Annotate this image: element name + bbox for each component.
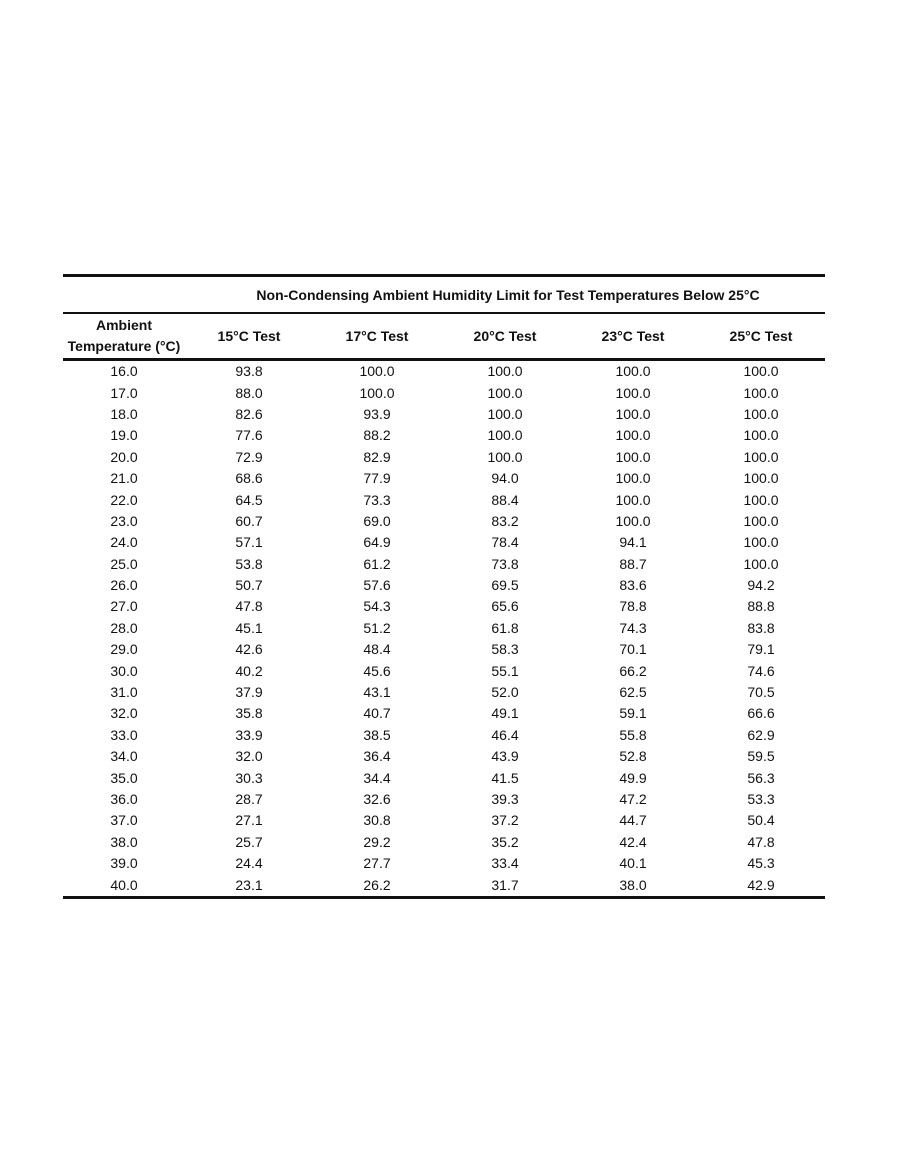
cell-17c-test: 36.4 [363, 748, 391, 765]
table-title: Non-Condensing Ambient Humidity Limit for Test Temperatures Below 25°C [185, 276, 825, 314]
cell-20c-test: 65.6 [491, 598, 519, 615]
cell-ambient-temperature: 34.0 [110, 748, 138, 765]
cell-25c-test: 94.2 [747, 577, 775, 594]
table-row [63, 447, 825, 468]
cell-20c-test: 37.2 [491, 812, 519, 829]
cell-17c-test: 77.9 [363, 470, 391, 487]
cell-17c-test: 32.6 [363, 791, 391, 807]
table-header-row [63, 313, 825, 360]
table-row [63, 404, 825, 425]
cell-ambient-temperature: 17.0 [110, 384, 138, 401]
header-25c-test: 25°C Test [697, 313, 825, 360]
cell-25c-test: 100.0 [743, 384, 779, 401]
cell-17c-test: 64.9 [363, 534, 391, 551]
table-row [63, 382, 825, 403]
table-row [63, 489, 825, 510]
table-row [63, 725, 825, 746]
cell-17c-test: 88.2 [363, 427, 391, 444]
table-row [63, 425, 825, 446]
cell-23c-test: 100.0 [615, 384, 651, 401]
cell-15c-test: 50.7 [235, 577, 263, 594]
cell-25c-test: 79.1 [747, 641, 775, 658]
cell-15c-test: 23.1 [185, 874, 313, 897]
cell-25c-test: 100.0 [743, 405, 779, 422]
header-ambient-line2: Temperature (°C) [67, 338, 181, 354]
cell-ambient-temperature: 20.0 [110, 448, 138, 465]
cell-15c-test: 42.6 [235, 641, 263, 658]
cell-ambient-temperature: 24.0 [110, 534, 138, 551]
cell-25c-test: 45.3 [747, 855, 775, 872]
cell-20c-test: 31.7 [441, 874, 569, 897]
cell-25c-test: 53.3 [747, 791, 775, 807]
cell-20c-test: 100.0 [487, 448, 523, 465]
cell-25c-test: 100.0 [743, 470, 779, 487]
cell-15c-test: 72.9 [235, 448, 263, 465]
cell-25c-test: 100.0 [743, 534, 779, 551]
cell-ambient-temperature: 18.0 [110, 405, 138, 422]
cell-23c-test: 59.1 [619, 705, 647, 722]
cell-15c-test: 77.6 [235, 427, 263, 444]
cell-20c-test: 73.8 [491, 555, 519, 572]
cell-23c-test: 70.1 [619, 641, 647, 658]
cell-15c-test: 25.7 [235, 833, 263, 850]
cell-15c-test: 57.1 [235, 534, 263, 551]
cell-ambient-temperature: 38.0 [110, 833, 138, 850]
cell-17c-test: 43.1 [363, 684, 391, 701]
cell-ambient-temperature: 25.0 [110, 555, 138, 572]
cell-17c-test: 100.0 [359, 384, 395, 401]
cell-20c-test: 55.1 [491, 662, 519, 679]
cell-23c-test: 52.8 [619, 748, 647, 765]
table-row [63, 874, 825, 897]
cell-17c-test: 29.2 [363, 833, 391, 850]
cell-23c-test: 74.3 [619, 619, 647, 636]
cell-20c-test: 100.0 [487, 384, 523, 401]
cell-23c-test: 42.4 [619, 833, 647, 850]
cell-ambient-temperature: 23.0 [110, 512, 138, 529]
cell-15c-test: 47.8 [235, 598, 263, 615]
header-ambient-line1: Ambient [96, 317, 152, 333]
table-row [63, 789, 825, 810]
cell-15c-test: 33.9 [235, 726, 263, 743]
cell-23c-test: 47.2 [619, 791, 647, 807]
cell-25c-test: 100.0 [743, 363, 779, 380]
cell-15c-test: 37.9 [235, 684, 263, 701]
table-row [63, 511, 825, 532]
cell-23c-test: 100.0 [615, 470, 651, 487]
table-row [63, 746, 825, 767]
cell-23c-test: 100.0 [615, 512, 651, 529]
cell-25c-test: 62.9 [747, 726, 775, 743]
table-row [63, 810, 825, 831]
table-body [63, 360, 825, 898]
cell-17c-test: 51.2 [363, 619, 391, 636]
table-row [63, 682, 825, 703]
table-row [63, 703, 825, 724]
humidity-limit-table [63, 274, 825, 899]
header-17c-test: 17°C Test [313, 313, 441, 360]
cell-15c-test: 53.8 [235, 555, 263, 572]
cell-25c-test: 66.6 [747, 705, 775, 722]
cell-25c-test: 50.4 [747, 812, 775, 829]
cell-25c-test: 83.8 [747, 619, 775, 636]
table-title-row [63, 276, 825, 314]
cell-20c-test: 78.4 [491, 534, 519, 551]
cell-ambient-temperature: 21.0 [110, 470, 138, 487]
cell-ambient-temperature: 28.0 [110, 619, 138, 636]
cell-25c-test: 47.8 [747, 833, 775, 850]
cell-20c-test: 94.0 [491, 470, 519, 487]
cell-ambient-temperature: 36.0 [110, 791, 138, 807]
cell-23c-test: 100.0 [615, 405, 651, 422]
cell-ambient-temperature: 19.0 [110, 427, 138, 444]
cell-25c-test: 100.0 [743, 427, 779, 444]
cell-23c-test: 100.0 [615, 363, 651, 380]
cell-17c-test: 45.6 [363, 662, 391, 679]
cell-15c-test: 45.1 [235, 619, 263, 636]
table-row [63, 660, 825, 681]
cell-17c-test: 57.6 [363, 577, 391, 594]
cell-20c-test: 88.4 [491, 491, 519, 508]
cell-23c-test: 100.0 [615, 491, 651, 508]
cell-ambient-temperature: 33.0 [110, 726, 138, 743]
cell-17c-test: 69.0 [363, 512, 391, 529]
cell-15c-test: 30.3 [235, 769, 263, 786]
cell-20c-test: 49.1 [491, 705, 519, 722]
cell-17c-test: 93.9 [363, 405, 391, 422]
cell-15c-test: 93.8 [235, 363, 263, 380]
cell-23c-test: 94.1 [619, 534, 647, 551]
header-15c-test: 15°C Test [185, 313, 313, 360]
cell-25c-test: 42.9 [697, 874, 825, 897]
cell-17c-test: 40.7 [363, 705, 391, 722]
cell-ambient-temperature: 16.0 [110, 363, 138, 380]
cell-25c-test: 100.0 [743, 555, 779, 572]
cell-17c-test: 27.7 [363, 855, 391, 872]
cell-20c-test: 100.0 [487, 363, 523, 380]
cell-20c-test: 69.5 [491, 577, 519, 594]
cell-25c-test: 88.8 [747, 598, 775, 615]
cell-15c-test: 82.6 [235, 405, 263, 422]
table-row [63, 575, 825, 596]
cell-15c-test: 64.5 [235, 491, 263, 508]
cell-20c-test: 43.9 [491, 748, 519, 765]
cell-20c-test: 61.8 [491, 619, 519, 636]
cell-20c-test: 33.4 [491, 855, 519, 872]
cell-ambient-temperature: 27.0 [110, 598, 138, 615]
cell-ambient-temperature: 39.0 [110, 855, 138, 872]
cell-17c-test: 48.4 [363, 641, 391, 658]
table-row [63, 532, 825, 553]
title-spacer [63, 276, 185, 314]
table-row [63, 639, 825, 660]
cell-15c-test: 27.1 [235, 812, 263, 829]
header-ambient-temperature [63, 313, 185, 360]
table-row [63, 554, 825, 575]
cell-ambient-temperature: 32.0 [110, 705, 138, 722]
cell-15c-test: 40.2 [235, 662, 263, 679]
cell-20c-test: 52.0 [491, 684, 519, 701]
cell-25c-test: 100.0 [743, 491, 779, 508]
table-row [63, 767, 825, 788]
cell-25c-test: 59.5 [747, 748, 775, 765]
cell-ambient-temperature: 26.0 [110, 577, 138, 594]
cell-23c-test: 66.2 [619, 662, 647, 679]
cell-23c-test: 88.7 [619, 555, 647, 572]
table-row [63, 853, 825, 874]
cell-20c-test: 58.3 [491, 641, 519, 658]
header-23c-test: 23°C Test [569, 313, 697, 360]
cell-17c-test: 34.4 [363, 769, 391, 786]
cell-25c-test: 56.3 [747, 769, 775, 786]
cell-23c-test: 83.6 [619, 577, 647, 594]
cell-23c-test: 100.0 [615, 427, 651, 444]
cell-17c-test: 26.2 [313, 874, 441, 897]
cell-20c-test: 39.3 [491, 791, 519, 807]
cell-15c-test: 88.0 [235, 384, 263, 401]
cell-17c-test: 73.3 [363, 491, 391, 508]
cell-20c-test: 100.0 [487, 427, 523, 444]
cell-15c-test: 68.6 [235, 470, 263, 487]
cell-23c-test: 44.7 [619, 812, 647, 829]
cell-ambient-temperature: 31.0 [110, 684, 138, 701]
cell-ambient-temperature: 22.0 [110, 491, 138, 508]
cell-17c-test: 100.0 [359, 363, 395, 380]
cell-20c-test: 100.0 [487, 405, 523, 422]
cell-17c-test: 38.5 [363, 726, 391, 743]
cell-23c-test: 55.8 [619, 726, 647, 743]
cell-20c-test: 83.2 [491, 512, 519, 529]
cell-17c-test: 61.2 [363, 555, 391, 572]
cell-15c-test: 32.0 [235, 748, 263, 765]
cell-15c-test: 35.8 [235, 705, 263, 722]
cell-15c-test: 28.7 [235, 791, 263, 807]
cell-ambient-temperature: 30.0 [110, 662, 138, 679]
cell-25c-test: 100.0 [743, 512, 779, 529]
cell-20c-test: 41.5 [491, 769, 519, 786]
cell-25c-test: 74.6 [747, 662, 775, 679]
cell-23c-test: 78.8 [619, 598, 647, 615]
table-row [63, 360, 825, 383]
cell-17c-test: 82.9 [363, 448, 391, 465]
cell-17c-test: 54.3 [363, 598, 391, 615]
table-row [63, 596, 825, 617]
cell-23c-test: 100.0 [615, 448, 651, 465]
cell-23c-test: 38.0 [569, 874, 697, 897]
cell-ambient-temperature: 29.0 [110, 641, 138, 658]
cell-15c-test: 24.4 [235, 855, 263, 872]
cell-23c-test: 62.5 [619, 684, 647, 701]
cell-ambient-temperature: 35.0 [110, 769, 138, 786]
cell-ambient-temperature: 37.0 [110, 812, 138, 829]
table-row [63, 468, 825, 489]
cell-23c-test: 49.9 [619, 769, 647, 786]
cell-23c-test: 40.1 [619, 855, 647, 872]
cell-15c-test: 60.7 [235, 512, 263, 529]
cell-ambient-temperature: 40.0 [63, 874, 185, 897]
cell-20c-test: 46.4 [491, 726, 519, 743]
cell-20c-test: 35.2 [491, 833, 519, 850]
table-row [63, 832, 825, 853]
table-head [63, 276, 825, 360]
table-row [63, 618, 825, 639]
cell-25c-test: 100.0 [743, 448, 779, 465]
cell-25c-test: 70.5 [747, 684, 775, 701]
cell-17c-test: 30.8 [363, 812, 391, 829]
header-20c-test: 20°C Test [441, 313, 569, 360]
